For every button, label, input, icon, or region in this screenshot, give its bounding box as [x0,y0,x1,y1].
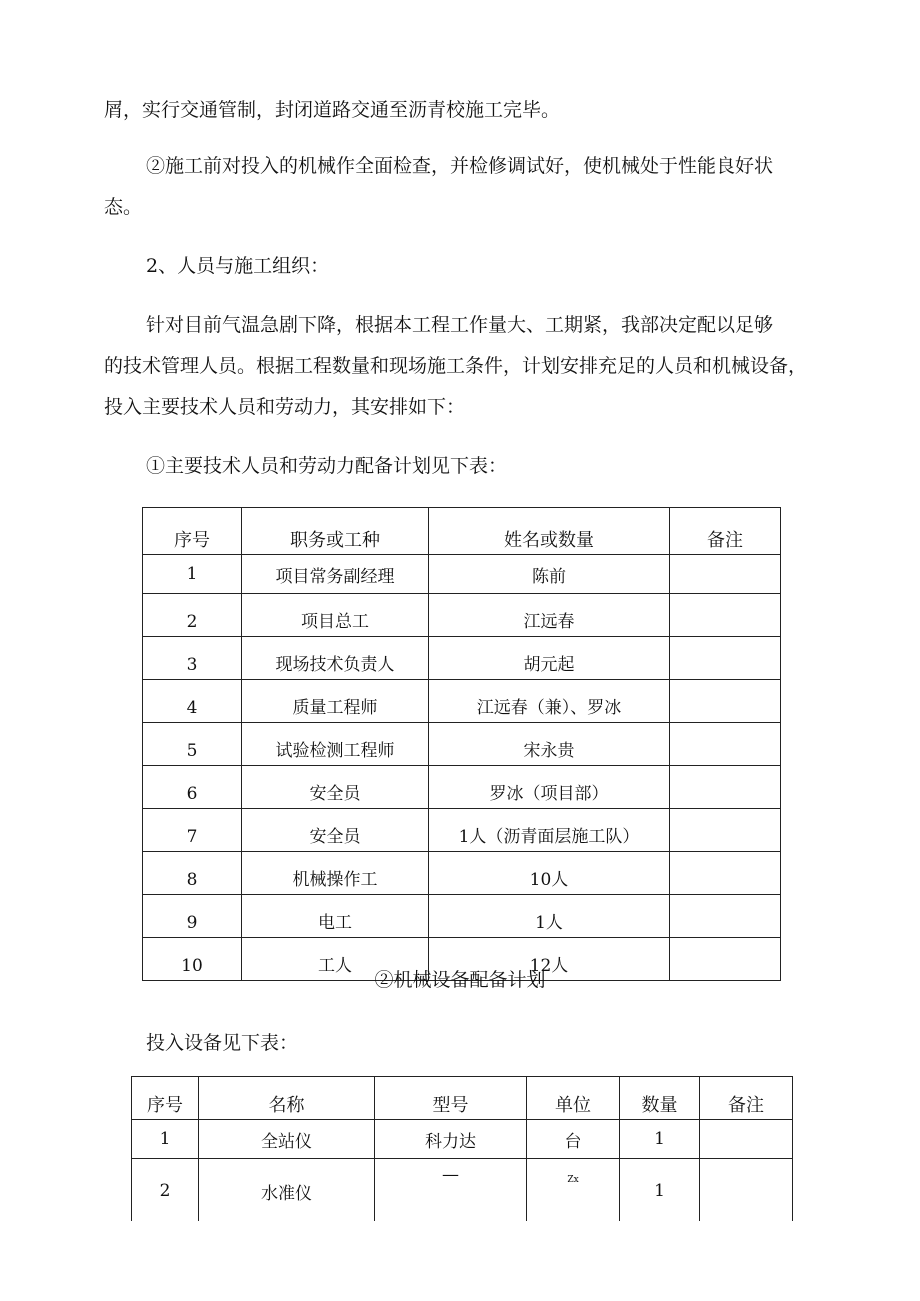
cell-no: 7 [143,809,242,852]
cell-note [670,852,781,895]
cell-role: 安全员 [242,809,429,852]
cell-note [670,766,781,809]
header-cell: 职务或工种 [242,508,429,555]
cell-name: 1人（沥青面层施工队） [429,809,670,852]
header-cell: 名称 [199,1077,375,1120]
section-heading: 2、人员与施工组织： [146,255,330,277]
cell-name: 水准仪 [199,1159,375,1222]
cell-role: 机械操作工 [242,852,429,895]
cell-role: 项目总工 [242,594,429,637]
cell-no: 10 [143,938,242,981]
cell-no: 4 [143,680,242,723]
table-row [132,1159,793,1222]
table-header-row [143,508,781,555]
cell-role: 质量工程师 [242,680,429,723]
cell-note [670,555,781,594]
cell-note [670,809,781,852]
cell-no: 1 [132,1120,199,1159]
cell-no: 9 [143,895,242,938]
table-row [143,723,781,766]
header-cell: 备注 [700,1077,793,1120]
cell-unit: 台 [527,1120,620,1159]
table-row [143,555,781,594]
cell-role: 安全员 [242,766,429,809]
equipment-table [131,1076,793,1221]
paragraph-line: 的技术管理人员。根据工程数量和现场施工条件，计划安排充足的人员和机械设备， [104,355,808,377]
cell-model: — [375,1159,527,1222]
table-header-row [132,1077,793,1120]
table-row [143,809,781,852]
cell-role: 项目常务副经理 [242,555,429,594]
table-row [132,1120,793,1159]
cell-note [670,723,781,766]
table-intro: ①主要技术人员和劳动力配备计划见下表： [146,455,508,477]
header-cell: 数量 [620,1077,700,1120]
cell-role: 工人 [242,938,429,981]
table-row [143,680,781,723]
paragraph-line: 针对目前气温急剧下降，根据本工程工作量大、工期紧，我部决定配以足够 [146,314,774,336]
cell-name: 12人 [429,938,670,981]
paragraph-line: 屑，实行交通管制，封闭道路交通至沥青校施工完毕。 [104,99,561,121]
paragraph-line: ②施工前对投入的机械作全面检查，并检修调试好，使机械处于性能良好状 [146,155,774,177]
cell-name: 胡元起 [429,637,670,680]
paragraph-line: 投入主要技术人员和劳动力，其安排如下： [104,396,466,418]
cell-qty: 1 [620,1159,700,1222]
cell-name: 江远春 [429,594,670,637]
header-cell: 姓名或数量 [429,508,670,555]
cell-name: 罗冰（项目部） [429,766,670,809]
cell-no: 3 [143,637,242,680]
header-cell: 备注 [670,508,781,555]
cell-note [670,594,781,637]
cell-name: 宋永贵 [429,723,670,766]
staff-table [142,507,781,981]
table-row [143,594,781,637]
cell-no: 8 [143,852,242,895]
cell-name: 江远春（兼）、罗冰 [429,680,670,723]
cell-no: 5 [143,723,242,766]
cell-no: 2 [132,1159,199,1222]
cell-note [670,680,781,723]
table-row [143,895,781,938]
cell-name: 1人 [429,895,670,938]
cell-no: 6 [143,766,242,809]
cell-name: 陈前 [429,555,670,594]
header-cell: 序号 [143,508,242,555]
header-cell: 单位 [527,1077,620,1120]
cell-note [670,637,781,680]
table-row [143,852,781,895]
cell-unit: Zx [527,1159,620,1222]
cell-no: 1 [143,555,242,594]
cell-note [700,1159,793,1222]
cell-role: 试验检测工程师 [242,723,429,766]
table-caption: ②机械设备配备计划 [374,969,546,991]
table-row [143,766,781,809]
header-cell: 序号 [132,1077,199,1120]
cell-role: 电工 [242,895,429,938]
cell-role: 现场技术负责人 [242,637,429,680]
cell-name: 10人 [429,852,670,895]
cell-name: 全站仪 [199,1120,375,1159]
cell-no: 2 [143,594,242,637]
cell-note [670,895,781,938]
paragraph-line: 态。 [104,196,143,218]
table-row [143,637,781,680]
cell-note [700,1120,793,1159]
cell-model: 科力达 [375,1120,527,1159]
header-cell: 型号 [375,1077,527,1120]
table-intro: 投入设备见下表： [146,1032,299,1054]
cell-qty: 1 [620,1120,700,1159]
